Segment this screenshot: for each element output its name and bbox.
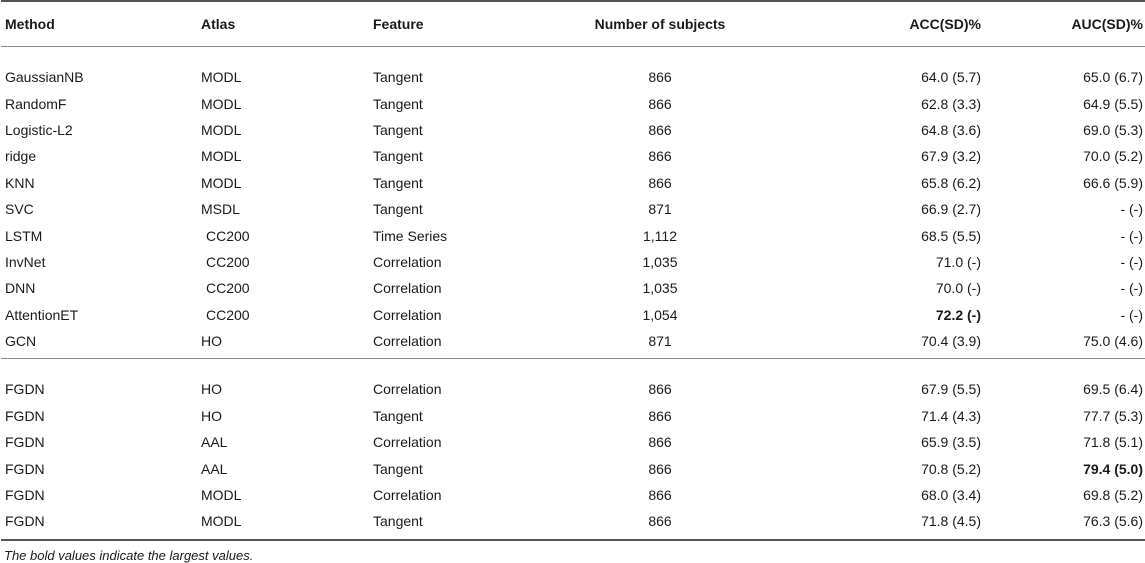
table-row	[1, 403, 1145, 429]
cell-method: KNN	[5, 174, 35, 191]
cell-atlas: HO	[201, 407, 222, 424]
cell-auc: 66.6 (5.9)	[1083, 174, 1143, 191]
cell-subjects: 866	[648, 69, 672, 86]
cell-subjects: 866	[648, 487, 672, 504]
cell-feature: Tangent	[373, 407, 423, 424]
cell-atlas: MODL	[201, 174, 242, 191]
cell-subjects: 1,054	[642, 306, 678, 323]
cell-auc: 70.0 (5.2)	[1083, 148, 1143, 165]
cell-acc: 64.8 (3.6)	[921, 121, 981, 138]
cell-auc: 77.7 (5.3)	[1083, 407, 1143, 424]
cell-acc: 67.9 (5.5)	[921, 381, 981, 398]
cell-acc: 71.0 (-)	[935, 253, 981, 270]
cell-acc: 65.9 (3.5)	[921, 434, 981, 451]
cell-atlas: MODL	[201, 121, 242, 138]
cell-feature: Correlation	[373, 280, 442, 297]
table-row	[1, 170, 1145, 196]
cell-atlas: MODL	[201, 69, 242, 86]
cell-acc: 70.4 (3.9)	[921, 333, 981, 350]
cell-atlas: HO	[201, 333, 222, 350]
table-row	[1, 302, 1145, 328]
cell-feature: Tangent	[373, 69, 423, 86]
cell-auc: - (-)	[1120, 201, 1143, 218]
cell-feature: Tangent	[373, 513, 423, 530]
cell-subjects: 866	[648, 381, 672, 398]
cell-method: FGDN	[5, 460, 45, 477]
cell-feature: Correlation	[373, 253, 442, 270]
cell-acc: 62.8 (3.3)	[921, 95, 981, 112]
cell-subjects: 866	[648, 407, 672, 424]
cell-method: RandomF	[5, 95, 67, 112]
cell-atlas: MSDL	[201, 201, 240, 218]
cell-method: FGDN	[5, 381, 45, 398]
cell-atlas: MODL	[201, 487, 242, 504]
header-method: Method	[5, 16, 55, 32]
cell-atlas: CC200	[206, 306, 250, 323]
cell-auc: - (-)	[1120, 280, 1143, 297]
cell-subjects: 1,112	[643, 227, 677, 244]
table-row	[1, 328, 1145, 359]
cell-method: GaussianNB	[5, 69, 84, 86]
cell-method: DNN	[5, 280, 36, 297]
cell-feature: Tangent	[373, 174, 423, 191]
cell-method: GCN	[5, 333, 37, 350]
cell-atlas: HO	[201, 381, 222, 398]
cell-auc-best: 79.4 (5.0)	[1083, 460, 1143, 477]
baseline-methods-group	[1, 47, 1145, 359]
cell-auc: 76.3 (5.6)	[1083, 513, 1143, 530]
cell-acc: 68.5 (5.5)	[921, 227, 981, 244]
cell-feature: Tangent	[373, 148, 423, 165]
cell-acc-best: 72.2 (-)	[935, 306, 981, 323]
cell-auc: - (-)	[1120, 227, 1143, 244]
table-row	[1, 275, 1145, 301]
cell-auc: 64.9 (5.5)	[1083, 95, 1143, 112]
cell-subjects: 866	[648, 148, 672, 165]
cell-subjects: 1,035	[642, 280, 678, 297]
cell-acc: 71.4 (4.3)	[921, 407, 981, 424]
cell-method: SVC	[5, 201, 34, 218]
cell-subjects: 866	[648, 121, 672, 138]
table-header	[1, 1, 1145, 47]
table-row	[1, 117, 1145, 143]
header-acc: ACC(SD)%	[909, 16, 981, 32]
comparison-table	[1, 0, 1145, 541]
cell-acc: 70.0 (-)	[935, 280, 981, 297]
header-subjects: Number of subjects	[594, 16, 726, 32]
header-feature: Feature	[373, 16, 424, 32]
cell-subjects: 866	[648, 95, 672, 112]
cell-subjects: 866	[648, 460, 672, 477]
cell-feature: Time Series	[373, 227, 448, 244]
cell-auc: 69.8 (5.2)	[1083, 487, 1143, 504]
table-row	[1, 455, 1145, 481]
cell-atlas: CC200	[206, 280, 250, 297]
cell-feature: Tangent	[373, 460, 423, 477]
cell-atlas: MODL	[201, 95, 242, 112]
cell-atlas: CC200	[206, 253, 250, 270]
cell-feature: Correlation	[373, 434, 442, 451]
cell-subjects: 871	[648, 333, 672, 350]
table-row	[1, 482, 1145, 508]
cell-atlas: MODL	[201, 513, 242, 530]
table-row	[1, 249, 1145, 275]
table-row	[1, 359, 1145, 403]
cell-acc: 67.9 (3.2)	[921, 148, 981, 165]
cell-method: Logistic-L2	[5, 121, 73, 138]
fgdn-methods-group	[1, 359, 1145, 540]
cell-auc: 69.0 (5.3)	[1083, 121, 1143, 138]
cell-feature: Tangent	[373, 121, 423, 138]
table-footnote: The bold values indicate the largest values.	[4, 547, 254, 563]
cell-method: AttentionET	[5, 306, 79, 323]
cell-feature: Correlation	[373, 333, 442, 350]
cell-feature: Correlation	[373, 381, 442, 398]
cell-subjects: 866	[648, 513, 672, 530]
header-atlas: Atlas	[201, 16, 236, 32]
cell-feature: Correlation	[373, 487, 442, 504]
cell-subjects: 866	[648, 174, 672, 191]
cell-acc: 71.8 (4.5)	[921, 513, 981, 530]
cell-atlas: AAL	[201, 460, 228, 477]
header-row	[1, 1, 1145, 47]
table-row	[1, 90, 1145, 116]
table-row	[1, 143, 1145, 169]
cell-auc: - (-)	[1120, 306, 1143, 323]
cell-auc: - (-)	[1120, 253, 1143, 270]
table-row	[1, 508, 1145, 539]
table-row	[1, 47, 1145, 91]
cell-feature: Tangent	[373, 95, 423, 112]
table-row	[1, 222, 1145, 248]
cell-acc: 68.0 (3.4)	[921, 487, 981, 504]
cell-method: FGDN	[5, 434, 45, 451]
table-row	[1, 196, 1145, 222]
cell-atlas: MODL	[201, 148, 242, 165]
cell-method: LSTM	[5, 227, 43, 244]
cell-auc: 75.0 (4.6)	[1083, 333, 1143, 350]
cell-auc: 65.0 (6.7)	[1083, 69, 1143, 86]
header-auc: AUC(SD)%	[1071, 16, 1143, 32]
cell-method: InvNet	[5, 253, 46, 270]
cell-acc: 70.8 (5.2)	[921, 460, 981, 477]
cell-acc: 65.8 (6.2)	[921, 174, 981, 191]
cell-method: FGDN	[5, 407, 45, 424]
cell-method: FGDN	[5, 513, 45, 530]
cell-method: FGDN	[5, 487, 45, 504]
cell-feature: Tangent	[373, 201, 423, 218]
cell-acc: 66.9 (2.7)	[921, 201, 981, 218]
table-row	[1, 429, 1145, 455]
cell-atlas: CC200	[206, 227, 250, 244]
cell-auc: 69.5 (6.4)	[1083, 381, 1143, 398]
cell-subjects: 871	[648, 201, 672, 218]
cell-atlas: AAL	[201, 434, 228, 451]
cell-subjects: 1,035	[642, 253, 678, 270]
cell-acc: 64.0 (5.7)	[921, 69, 981, 86]
cell-feature: Correlation	[373, 306, 442, 323]
cell-auc: 71.8 (5.1)	[1083, 434, 1143, 451]
cell-method: ridge	[5, 148, 37, 165]
cell-subjects: 866	[648, 434, 672, 451]
